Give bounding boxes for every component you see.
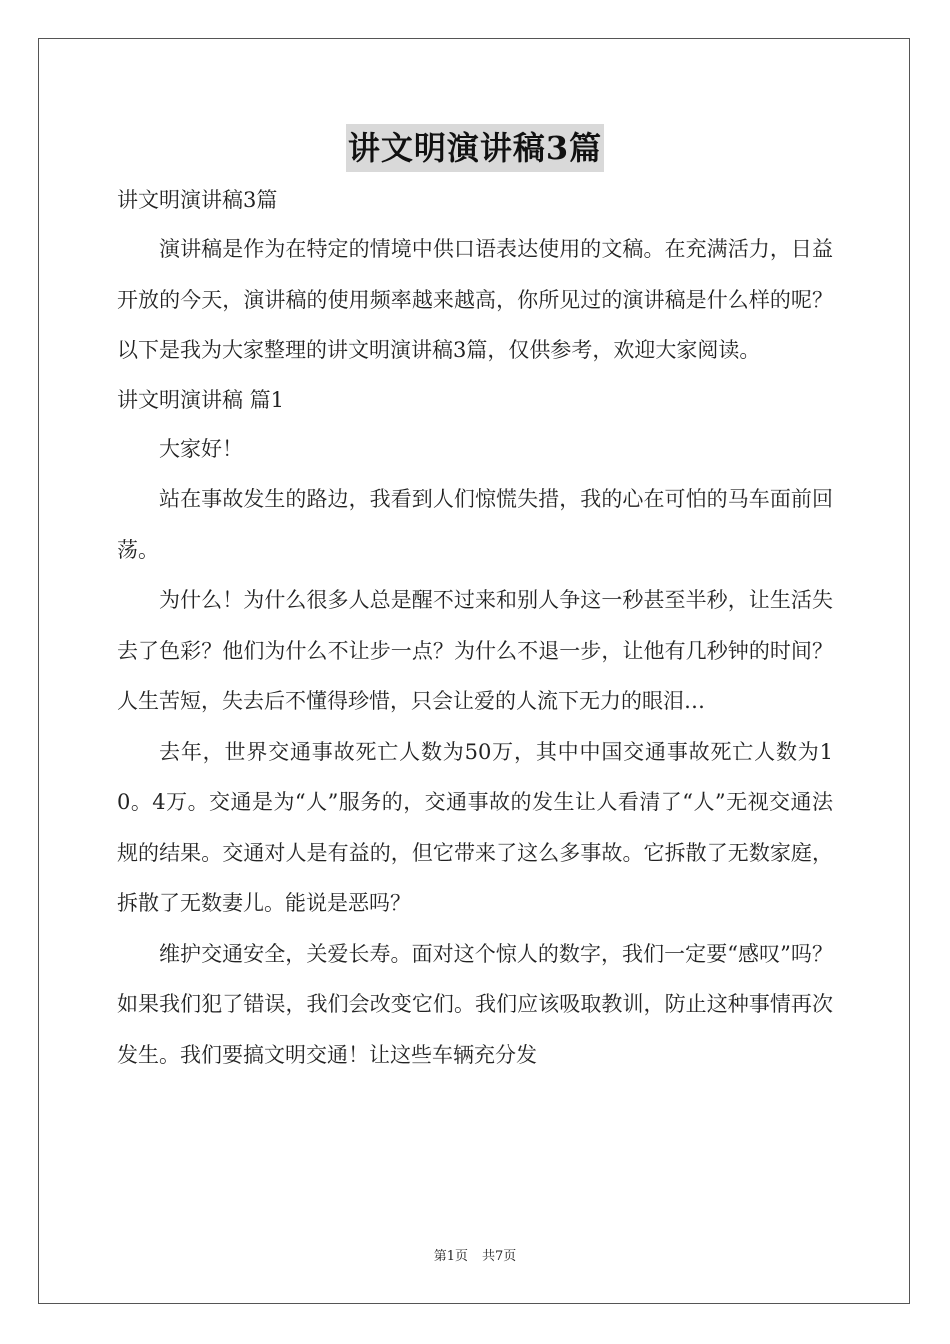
page-number-current: 第1页 [433,1249,468,1264]
document-subtitle: 讲文明演讲稿3篇 [117,188,278,212]
document-body [117,176,833,1080]
body-paragraph: 为什么！为什么很多人总是醒不过来和别人争这一秒甚至半秒，让生活失去了色彩？他们为什么不让步一点？为什么不退一步，让他有几秒钟的时间？人生苦短，失去后不懂得珍惜，只会让爱的人流下无力的眼泪… [117,588,833,713]
document-title: 讲文明演讲稿3篇 [346,124,604,172]
section-heading: 讲文明演讲稿 篇1 [117,387,285,412]
page-footer [0,1248,950,1266]
intro-paragraph: 演讲稿是作为在特定的情境中供口语表达使用的文稿。在充满活力，日益开放的今天，演讲稿的使用频率越来越高，你所见过的演讲稿是什么样的呢？以下是我为大家整理的讲文明演讲稿3篇，仅供参考，欢迎大家阅读。 [117,237,833,362]
page-number-total: 共7页 [482,1249,517,1264]
body-paragraph: 大家好！ [159,436,243,461]
body-paragraph: 站在事故发生的路边，我看到人们惊慌失措，我的心在可怕的马车面前回荡。 [117,487,833,562]
body-paragraph: 维护交通安全，关爱长寿。面对这个惊人的数字，我们一定要“感叹”吗？如果我们犯了错误，我们会改变它们。我们应该吸取教训，防止这种事情再次发生。我们要搞文明交通！让这些车辆充分发 [117,941,833,1067]
title-area [0,124,950,172]
body-paragraph: 去年，世界交通事故死亡人数为50万，其中中国交通事故死亡人数为10。4万。交通是为“人”服务的，交通事故的发生让人看清了“人”无视交通法规的结果。交通对人是有益的，但它带来了这么多事故。它拆散了无数家庭，拆散了无数妻儿。能说是恶吗？ [117,739,833,915]
